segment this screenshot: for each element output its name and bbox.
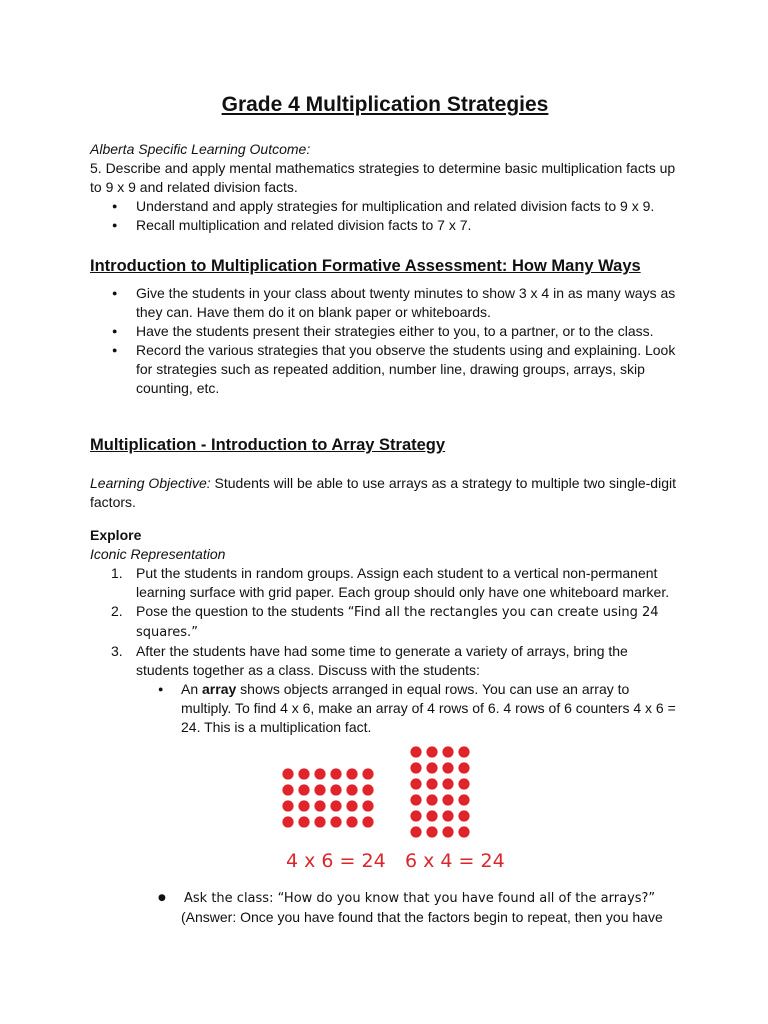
ask-section [90,889,680,927]
array-dot [442,794,453,805]
array-dot [346,800,357,811]
list-item: ● Give the students in your class about twenty minutes to show 3 x 4 in as many ways as they can. Have them do it on blank paper or whiteboards. [90,284,680,322]
array-dot [410,826,421,837]
list-item [90,564,680,602]
array-4x6 [282,768,382,838]
array-dot [298,784,309,795]
array-dot [410,778,421,789]
array-dot [282,784,293,795]
steps-list [90,564,680,680]
list-item [90,680,680,737]
array-dot [330,816,341,827]
array-dot [426,778,437,789]
objective-text: Students will be able to use arrays as a strategy to multiple two single-digit factors. [90,475,676,510]
array-dot [426,746,437,757]
array-dot [298,768,309,779]
array-dot [314,800,325,811]
list-item: ● Record the various strategies that you observe the students using and explaining. Look for strategies such as repeated addition, number line, drawing groups, arrays, skip counting, etc. [90,341,680,398]
array-dot [362,768,373,779]
array-section [90,434,680,737]
array-dot [458,826,469,837]
outcome-text: 5. Describe and apply mental mathematics strategies to determine basic multiplication facts up to 9 x 9 and related division facts. [90,160,676,195]
text: An [181,681,203,697]
array-dot [314,816,325,827]
array-dot [442,778,453,789]
array-dot [362,800,373,811]
outcome-bullets [90,197,680,235]
intro-section [90,255,680,398]
step-text: Pose the question to the students [136,603,348,619]
list-item [90,602,680,642]
list-item [90,642,680,680]
array-6x4 [410,746,480,846]
iconic-label: Iconic Representation [90,546,226,562]
step-number: 1. [111,565,123,581]
step-quote: “Find all the rectangles you can create using 24 squares.” [136,605,659,640]
text: shows objects arranged in equal rows. You can use an array to multiply. To find 4 x 6, make an array of 4 rows of 6. 4 rows of 6 counters 4 x 6 = 24. This is a multiplication fact. [181,681,676,735]
array-dot [442,746,453,757]
caption-6x4: 6 x 4 = 24 [405,850,505,872]
array-dot [458,778,469,789]
array-dot [346,768,357,779]
caption-4x6: 4 x 6 = 24 [286,850,386,872]
array-dot [458,810,469,821]
array-dot [442,826,453,837]
list-item: ● Recall multiplication and related division facts to 7 x 7. [90,216,680,235]
array-dot [282,768,293,779]
array-dot [442,810,453,821]
step-text: After the students have had some time to generate a variety of arrays, bring the students together as a class. Discuss with the students: [136,643,628,678]
array-dot [458,762,469,773]
step-number: 3. [111,643,123,659]
intro-heading: Introduction to Multiplication Formative Assessment: How Many Ways [90,257,641,275]
array-dot [410,794,421,805]
list-item: ● Have the students present their strategies either to you, to a partner, or to the class. [90,322,680,341]
array-dot [426,810,437,821]
array-dot [330,784,341,795]
array-dot [346,816,357,827]
array-dot [410,746,421,757]
sub-bullets [90,680,680,737]
step-number: 2. [111,603,123,619]
array-dot [426,826,437,837]
array-dot [362,784,373,795]
ask-answer: (Answer: Once you have found that the factors begin to repeat, then you have [181,909,663,925]
array-dot [282,800,293,811]
array-dot [426,762,437,773]
array-term: array [202,681,237,697]
array-dot [298,816,309,827]
array-dot [330,768,341,779]
outcome-label: Alberta Specific Learning Outcome: [90,141,311,157]
page-title: Grade 4 Multiplication Strategies [221,93,549,116]
list-item: ● Ask the class: “How do you know that you have found all of the arrays?” [90,889,680,908]
list-item: ● Understand and apply strategies for multiplication and related division facts to 9 x 9. [90,197,680,216]
array-dot [458,746,469,757]
array-dot [410,810,421,821]
array-dot [442,762,453,773]
explore-heading: Explore [90,527,142,543]
array-dot [330,800,341,811]
array-dot [314,784,325,795]
array-dot [282,816,293,827]
array-dot [362,816,373,827]
array-figure [90,744,680,879]
array-dot [314,768,325,779]
array-heading: Multiplication - Introduction to Array Strategy [90,436,446,454]
array-dot [410,762,421,773]
learning-objective [90,474,680,512]
step-text: Put the students in random groups. Assign each student to a vertical non-permanent learning surface with grid paper. Each group should only have one whiteboard marker. [136,565,670,600]
objective-label: Learning Objective: [90,475,211,491]
intro-bullets [90,284,680,398]
outcome-section [90,140,680,235]
array-dot [426,794,437,805]
array-dot [346,784,357,795]
array-dot [298,800,309,811]
array-dot [458,794,469,805]
ask-bullets [90,889,680,908]
